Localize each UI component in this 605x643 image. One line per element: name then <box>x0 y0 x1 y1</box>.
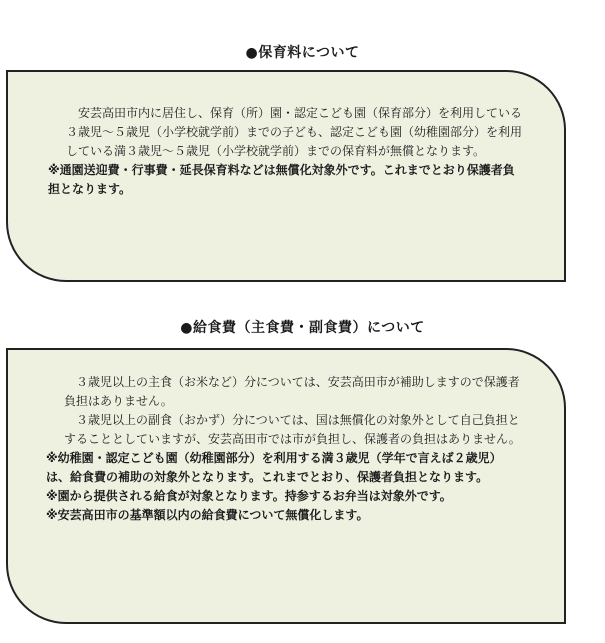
meal-fees-paragraph-side-dish: ３歳児以上の副食（おかず）分については、国は無償化の対象外として自己負担とすることとしていますが、安芸高田市では市が負担し、保護者の負担はありません。 <box>64 413 521 446</box>
section-title-meal-fees: ●給食費（主食費・副食費）について <box>180 320 425 336</box>
meal-fees-note-kindergarten: ※幼稚園・認定こども園（幼稚園部分）を利用する満３歳児（学年で言えば２歳児）は、給食費の補助の対象外となります。これまでとおり、保護者負担となります。 <box>46 451 502 484</box>
meal-fees-paragraph-staple: ３歳児以上の主食（お米など）分については、安芸高田市が補助しますので保護者負担はありません。 <box>64 375 520 408</box>
meal-fees-box <box>6 348 566 624</box>
meal-fees-note-provided-meals: ※園から提供される給食が対象となります。持参するお弁当は対象外です。 <box>46 489 452 503</box>
childcare-fees-note: ※通園送迎費・行事費・延長保育料などは無償化対象外です。これまでとおり保護者負担となります。 <box>48 163 515 196</box>
childcare-fees-box <box>6 70 566 282</box>
section-title-childcare-fees: ●保育料について <box>245 45 360 61</box>
childcare-fees-paragraph: 安芸高田市内に居住し、保育（所）園・認定こども園（保育部分）を利用している３歳児〜５歳児（小学校就学前）までの子ども、認定こども園（幼稚園部分）を利用している満３歳児〜５歳児（小学校就学前）までの保育料が無償となります。 <box>66 106 523 158</box>
meal-fees-note-standard-amount: ※安芸高田市の基準額以内の給食費について無償化します。 <box>46 508 369 522</box>
